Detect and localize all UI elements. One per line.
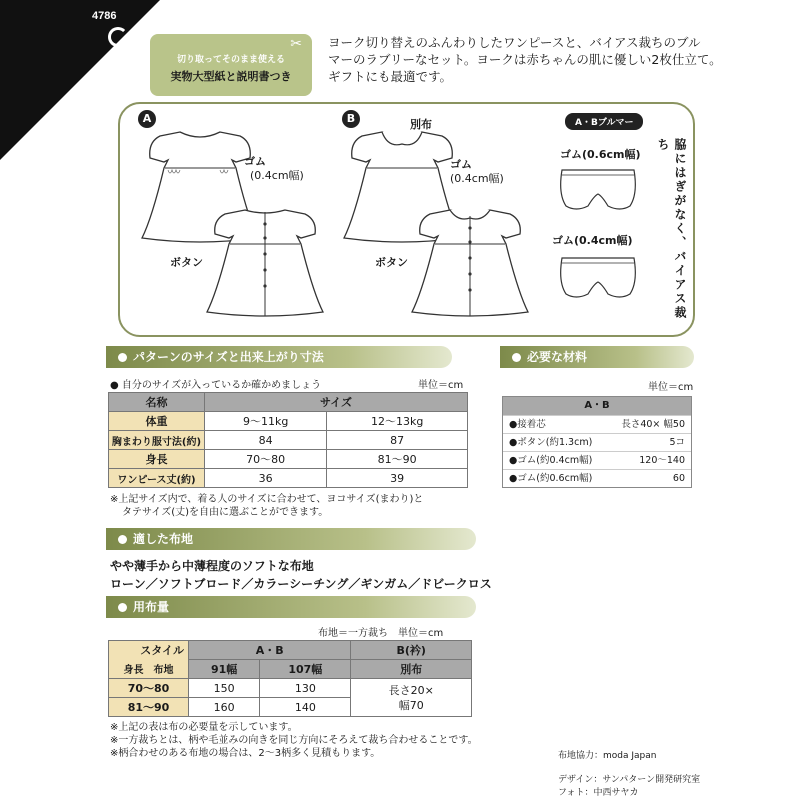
row-label: 70〜80 [109, 679, 189, 698]
width-91-header: 91幅 [189, 660, 260, 679]
cell: 150 [189, 679, 260, 698]
section-header-size [106, 346, 452, 368]
section-title: パターンのサイズと出来上がり寸法 [133, 350, 324, 364]
style-a-label: A [138, 110, 156, 128]
scissors-icon: ✂ [290, 36, 302, 52]
cell: 130 [260, 679, 351, 698]
bloomer-front-drawing [558, 166, 638, 216]
pattern-number: 4786 [92, 10, 117, 22]
bloomer-title: A・Bブルマー [565, 113, 643, 130]
bloomer-elastic-06: ゴム(0.6cm幅) [560, 148, 641, 161]
illustration-panel [118, 102, 695, 337]
cell: 9〜11kg [205, 412, 327, 431]
table-row [109, 679, 472, 698]
materials-unit: 単位＝cm [648, 382, 694, 393]
yardage-table [108, 640, 472, 717]
bloomer-back-drawing [558, 254, 638, 304]
material-name: ●ゴム(約0.6cm幅) [509, 473, 593, 484]
material-name: ●ゴム(約0.4cm幅) [509, 455, 593, 466]
table-row [109, 431, 468, 450]
elastic-width-a: (0.4cm幅) [250, 169, 304, 182]
cell: 12〜13kg [327, 412, 468, 431]
height-fabric-header [109, 660, 189, 679]
cell: 87 [327, 431, 468, 450]
credit-fabric: 布地協力：moda Japan [558, 751, 657, 761]
dress-b-back-drawing [410, 202, 530, 322]
cell: 36 [205, 469, 327, 488]
feature-badge [150, 34, 312, 96]
style-ab-header: A・B [189, 641, 351, 660]
section-title: 用布量 [133, 600, 170, 614]
size-footnote: ※上記サイズ内で、着る人のサイズに合わせて、ヨコサイズ(まわり)と [110, 494, 424, 505]
collar-cell [351, 679, 472, 717]
fabric-description: やや薄手から中薄程度のソフトな布地 [110, 559, 314, 573]
contrast-fabric-label: 別布 [410, 118, 432, 131]
size-table-header: 名称 [109, 393, 205, 412]
size-table-header: サイズ [205, 393, 468, 412]
table-row [109, 450, 468, 469]
cell: 39 [327, 469, 468, 488]
section-title: 適した布地 [133, 532, 194, 546]
section-header-fabric [106, 528, 476, 550]
material-value: 60 [672, 473, 685, 484]
size-table [108, 392, 468, 488]
cell: 70〜80 [205, 450, 327, 469]
yardage-note: ※上記の表は布の必要量を示しています。 [110, 722, 298, 733]
intro-line: ギフトにも最適です。 [328, 69, 453, 84]
button-label-a: ボタン [170, 256, 203, 269]
cell: 160 [189, 698, 260, 717]
intro-text [328, 34, 728, 85]
cell: 140 [260, 698, 351, 717]
section-header-materials [500, 346, 694, 368]
fabric-label: 布地 [153, 665, 174, 677]
badge-title: 実物大型紙と説明書つき [170, 70, 292, 83]
intro-line: ヨーク切り替えのふんわりしたワンピースと、バイアス裁ちのブル [328, 35, 701, 50]
badge-subtitle: 切り取ってそのまま使える [176, 55, 285, 65]
row-label: ワンピース丈(約) [109, 469, 205, 488]
material-value: 5コ [669, 437, 685, 448]
material-name: ●接着芯 [509, 419, 546, 430]
yardage-note: ※柄合わせのある布地の場合は、2〜3柄多く見積もります。 [110, 748, 381, 759]
collar-length: 長さ20× [388, 683, 434, 697]
elastic-label-a: ゴム [244, 155, 266, 168]
materials-row [503, 415, 691, 433]
size-note-text: 自分のサイズが入っているか確かめましょう [121, 380, 322, 391]
brand-logo-icon [108, 27, 128, 47]
credit-photo: フォト：中西サヤカ [558, 788, 639, 798]
material-name: ●ボタン(約1.3cm) [509, 437, 593, 448]
row-label: 胸まわり服寸法(約) [109, 431, 205, 450]
size-unit: 単位＝cm [418, 380, 464, 391]
materials-header: A・B [503, 397, 691, 415]
material-value: 長さ40× 幅50 [621, 419, 685, 430]
collar-width: 幅70 [398, 698, 424, 712]
size-note: ● 自分のサイズが入っているか確かめましょう [110, 380, 322, 391]
section-header-yardage [106, 596, 476, 618]
height-label: 身長 [123, 665, 144, 677]
bloomer-side-note: 脇にはぎがなく、バイアス裁ち [656, 138, 687, 320]
dress-a-back-drawing [205, 202, 325, 322]
credit-design: デザイン：サンパターン開発研究室 [558, 775, 701, 785]
style-b-header: B(衿) [351, 641, 472, 660]
cell: 81〜90 [327, 450, 468, 469]
row-label: 81〜90 [109, 698, 189, 717]
yardage-unit: 布地＝一方裁ち 単位＝cm [318, 628, 444, 639]
width-107-header: 107幅 [260, 660, 351, 679]
bloomer-elastic-04: ゴム(0.4cm幅) [552, 234, 633, 247]
material-value: 120〜140 [639, 455, 685, 466]
size-footnote: タテサイズ(丈)を自由に選ぶことができます。 [122, 507, 329, 518]
elastic-label-b: ゴム [450, 158, 472, 171]
materials-table [502, 396, 692, 488]
intro-line: マーのラブリーなセット。ヨークは赤ちゃんの肌に優しい2枚仕立て。 [328, 52, 722, 67]
table-row [109, 469, 468, 488]
style-b-label: B [342, 110, 360, 128]
cell: 84 [205, 431, 327, 450]
yardage-note: ※一方裁ちとは、柄や毛並みの向きを同じ方向にそろえて裁ち合わせることです。 [110, 735, 478, 746]
materials-row [503, 451, 691, 469]
button-label-b: ボタン [375, 256, 408, 269]
table-row [109, 412, 468, 431]
contrast-header: 別布 [351, 660, 472, 679]
style-header: スタイル [109, 641, 189, 660]
materials-row [503, 433, 691, 451]
row-label: 身長 [109, 450, 205, 469]
materials-row [503, 469, 691, 487]
elastic-width-b: (0.4cm幅) [450, 172, 504, 185]
section-title: 必要な材料 [527, 350, 588, 364]
row-label: 体重 [109, 412, 205, 431]
fabric-list: ローン／ソフトブロード／カラーシーチング／ギンガム／ドビークロス [110, 577, 492, 591]
